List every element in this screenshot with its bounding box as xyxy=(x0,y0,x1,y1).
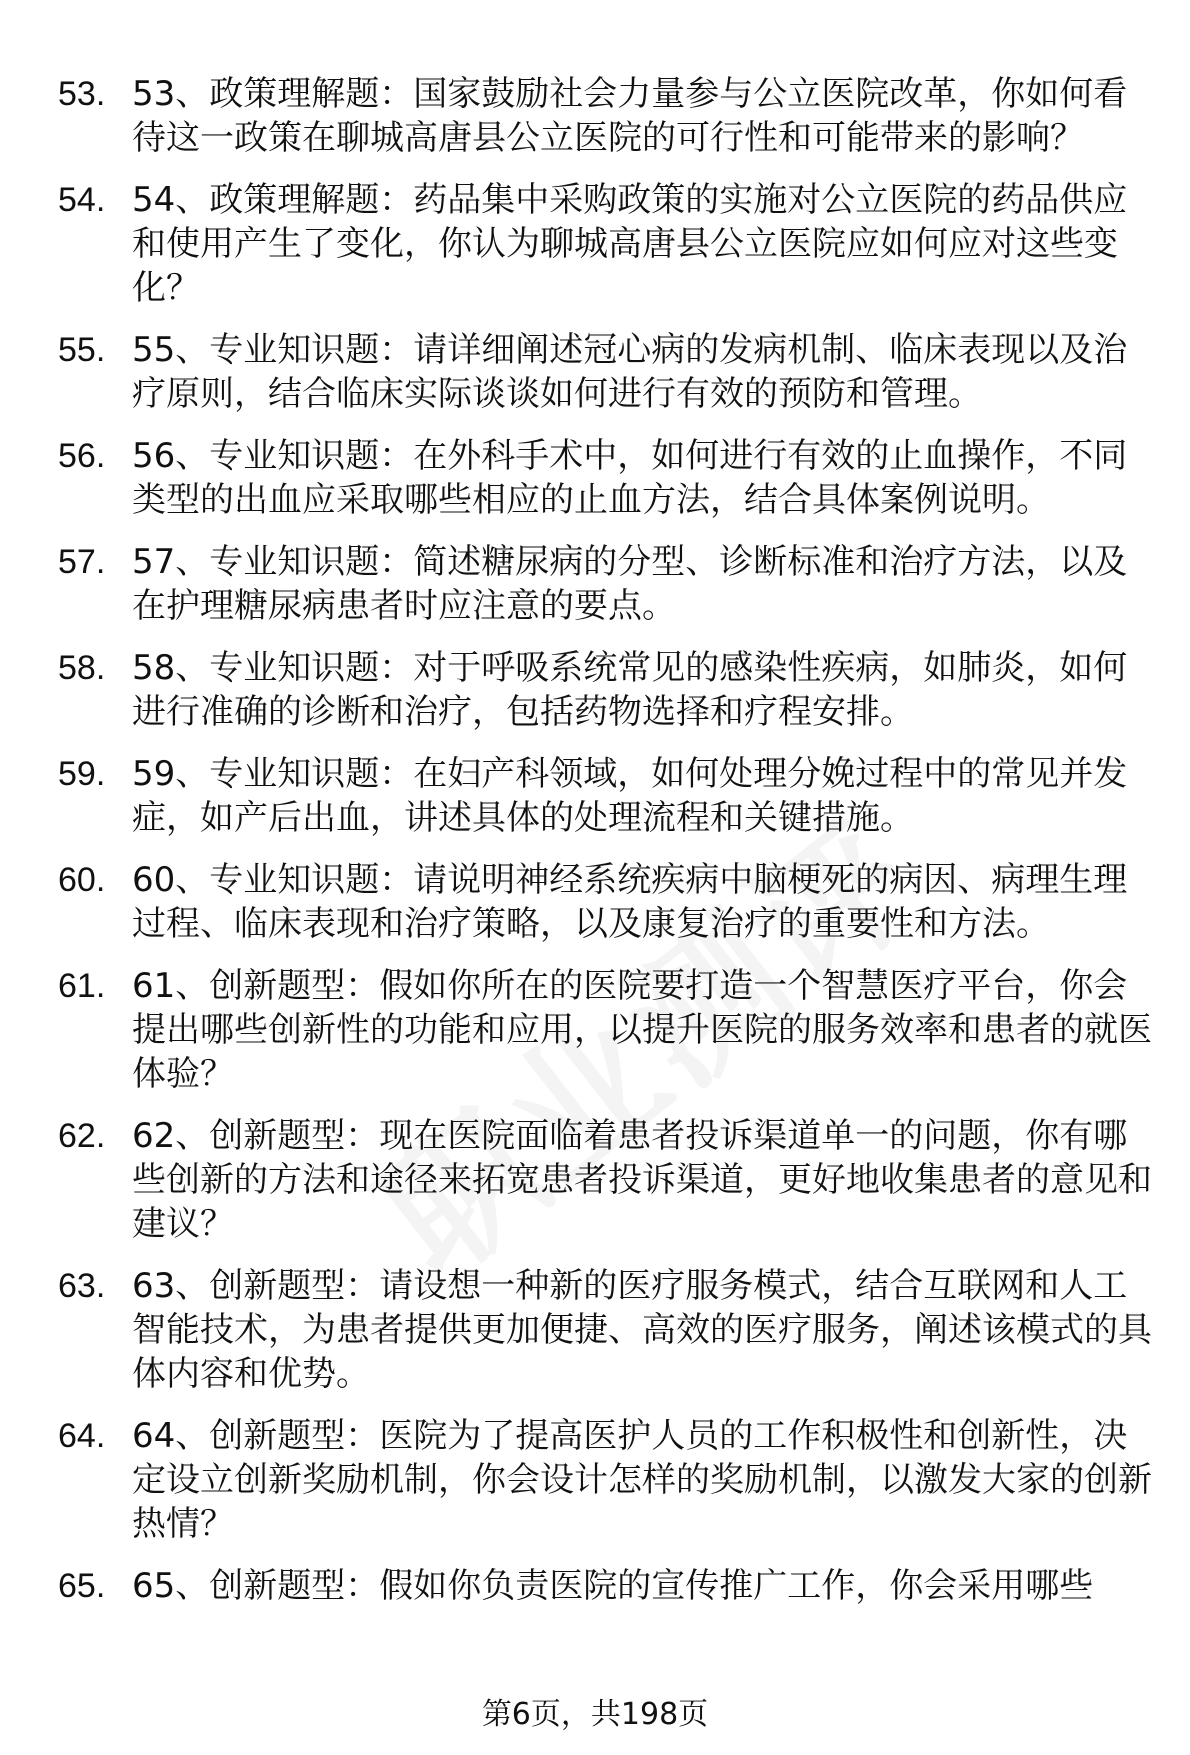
list-item xyxy=(0,752,1190,840)
question-text: 55、专业知识题：请详细阐述冠心病的发病机制、临床表现以及治疗原则，结合临床实际谈谈如何进行有效的预防和管理。 xyxy=(132,330,1128,414)
question-number: 58. xyxy=(58,649,106,687)
list-item xyxy=(0,964,1190,1096)
list-item xyxy=(0,540,1190,628)
question-number: 59. xyxy=(58,755,106,793)
question-list xyxy=(0,72,1190,1608)
question-text: 58、专业知识题：对于呼吸系统常见的感染性疾病，如肺炎，如何进行准确的诊断和治疗，包括药物选择和疗程安排。 xyxy=(132,648,1128,732)
page-number-label: 第6页，共198页 xyxy=(481,1697,709,1732)
list-item xyxy=(0,72,1190,160)
question-number: 62. xyxy=(58,1117,106,1155)
question-text: 65、创新题型：假如你负责医院的宣传推广工作，你会采用哪些 xyxy=(132,1566,1094,1606)
question-number: 61. xyxy=(58,967,106,1005)
list-item xyxy=(0,178,1190,310)
list-item xyxy=(0,328,1190,416)
question-number: 64. xyxy=(58,1417,106,1455)
question-text: 61、创新题型：假如你所在的医院要打造一个智慧医疗平台，你会提出哪些创新性的功能和应用，以提升医院的服务效率和患者的就医体验？ xyxy=(132,966,1152,1094)
question-text: 53、政策理解题：国家鼓励社会力量参与公立医院改革，你如何看待这一政策在聊城高唐县公立医院的可行性和可能带来的影响？ xyxy=(132,74,1128,158)
question-text: 63、创新题型：请设想一种新的医疗服务模式，结合互联网和人工智能技术，为患者提供更加便捷、高效的医疗服务，阐述该模式的具体内容和优势。 xyxy=(132,1266,1152,1394)
question-text: 57、专业知识题：简述糖尿病的分型、诊断标准和治疗方法，以及在护理糖尿病患者时应注意的要点。 xyxy=(132,542,1128,626)
document-page xyxy=(0,72,1190,1626)
question-text: 60、专业知识题：请说明神经系统疾病中脑梗死的病因、病理生理过程、临床表现和治疗策略，以及康复治疗的重要性和方法。 xyxy=(132,860,1128,944)
question-number: 57. xyxy=(58,543,106,581)
list-item xyxy=(0,858,1190,946)
question-number: 54. xyxy=(58,181,106,219)
question-number: 65. xyxy=(58,1567,106,1605)
question-number: 60. xyxy=(58,861,106,899)
list-item xyxy=(0,434,1190,522)
question-text: 64、创新题型：医院为了提高医护人员的工作积极性和创新性，决定设立创新奖励机制，你会设计怎样的奖励机制，以激发大家的创新热情？ xyxy=(132,1416,1152,1544)
question-text: 59、专业知识题：在妇产科领域，如何处理分娩过程中的常见并发症，如产后出血，讲述具体的处理流程和关键措施。 xyxy=(132,754,1128,838)
list-item xyxy=(0,1114,1190,1246)
question-number: 55. xyxy=(58,331,106,369)
question-number: 63. xyxy=(58,1267,106,1305)
list-item xyxy=(0,1564,1190,1608)
page-footer xyxy=(0,1695,1190,1735)
question-number: 53. xyxy=(58,75,106,113)
list-item xyxy=(0,646,1190,734)
list-item xyxy=(0,1414,1190,1546)
question-number: 56. xyxy=(58,437,106,475)
question-text: 56、专业知识题：在外科手术中，如何进行有效的止血操作，不同类型的出血应采取哪些相应的止血方法，结合具体案例说明。 xyxy=(132,436,1128,520)
list-item xyxy=(0,1264,1190,1396)
question-text: 54、政策理解题：药品集中采购政策的实施对公立医院的药品供应和使用产生了变化，你认为聊城高唐县公立医院应如何应对这些变化？ xyxy=(132,180,1128,308)
question-text: 62、创新题型：现在医院面临着患者投诉渠道单一的问题，你有哪些创新的方法和途径来拓宽患者投诉渠道，更好地收集患者的意见和建议？ xyxy=(132,1116,1152,1244)
